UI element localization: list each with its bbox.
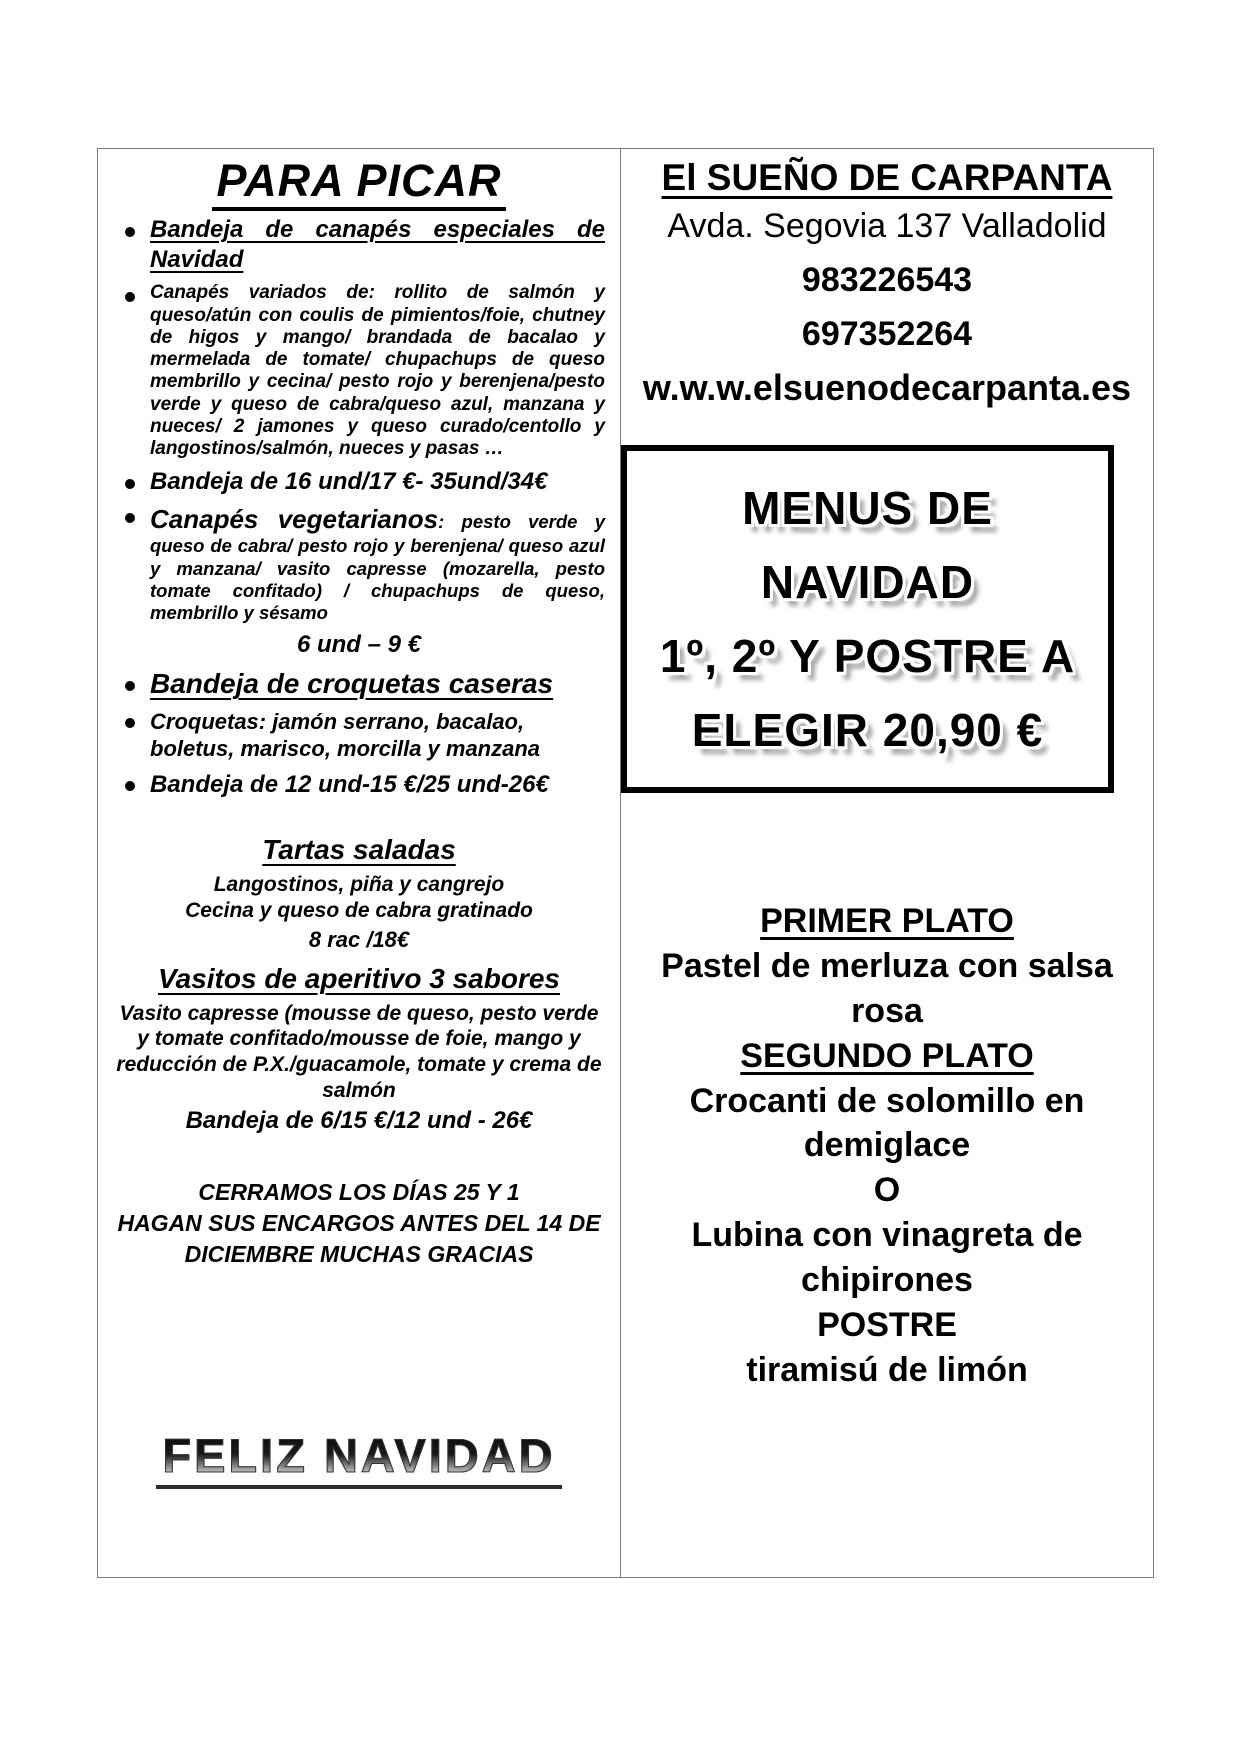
second-course-option-1: Crocanti de solomillo en demiglace — [689, 1081, 1085, 1165]
restaurant-phone-2: 697352264 — [801, 315, 973, 353]
bullet-croquetas-desc-text: Croquetas: jamón serrano, bacalao, boletus, marisco, morcilla y manzana — [150, 708, 541, 762]
bullet-croquetas-desc — [113, 708, 605, 763]
tartas-line-1: Langostinos, piña y cangrejo — [213, 872, 505, 896]
para-picar-title-text: PARA PICAR — [212, 155, 505, 211]
para-picar-list — [113, 215, 605, 624]
closing-notice-line-1: CERRAMOS LOS DÍAS 25 Y 1 — [198, 1179, 520, 1206]
bullet-canapes-especiales — [113, 215, 605, 275]
promo-line-3: 1º, 2º Y POSTRE A — [659, 630, 1076, 682]
promo-line-1: MENUS DE — [742, 482, 993, 534]
promo-line-4: ELEGIR 20,90 € — [691, 704, 1044, 756]
para-picar-column — [98, 149, 621, 1577]
closing-notice — [113, 1177, 605, 1269]
croquetas-list — [113, 667, 605, 800]
bullet-bandeja-16 — [113, 467, 605, 497]
para-picar-title — [113, 155, 605, 207]
vasitos-price: Bandeja de 6/15 €/12 und - 26€ — [185, 1107, 533, 1135]
restaurant-address: Avda. Segovia 137 Valladolid — [667, 207, 1107, 245]
tartas-line-2: Cecina y queso de cabra gratinado — [185, 899, 533, 922]
closing-notice-line-2: HAGAN SUS ENCARGOS ANTES DEL 14 DE DICIEMBRE MUCHAS GRACIAS — [117, 1210, 601, 1267]
tartas-price: 8 rac /18€ — [308, 927, 410, 953]
restaurant-column — [621, 149, 1153, 1577]
restaurant-name: El SUEÑO DE CARPANTA — [661, 157, 1113, 198]
second-course-heading: SEGUNDO PLATO — [740, 1036, 1034, 1075]
bullet-bandeja-16-text: Bandeja de 16 und/17 €- 35und/34€ — [150, 468, 548, 496]
bullet-canapes-variados-text: Canapés variados de: rollito de salmón y queso/atún con coulis de pimientos/foie, chutney de higos y mango/ brandada de bacalao y mermelada de tomate/ chupachups de queso membrillo y cecina/ pesto rojo y berenjena/pesto verde y queso de cabra/queso azul, manzana y nueces/ 2 jamones y queso curado/centollo y langostinos/salmón, nueces y pasas … — [150, 282, 605, 459]
bullet-bandeja-12 — [113, 770, 605, 800]
first-course-heading: PRIMER PLATO — [760, 902, 1014, 940]
tartas-saladas-title: Tartas saladas — [262, 833, 456, 865]
dessert-item: tiramisú de limón — [746, 1350, 1028, 1389]
first-course-item: Pastel de merluza con salsa rosa — [661, 946, 1113, 1030]
feliz-navidad-text: FELIZ NAVIDAD — [156, 1428, 561, 1489]
bullet-bandeja-12-text: Bandeja de 12 und-15 €/25 und-26€ — [150, 770, 549, 798]
restaurant-website: w.w.w.elsuenodecarpanta.es — [642, 367, 1132, 408]
restaurant-phone-1: 983226543 — [801, 261, 973, 299]
promo-line-2: NAVIDAD — [760, 556, 975, 608]
bullet-canapes-vegetarianos-rest: : pesto verde y queso de cabra/ pesto rojo y berenjena/ queso azul y manzana/ vasito capresse (mozarella, pesto tomate confitado) / chupachups de queso, membrillo y sésamo — [150, 511, 606, 623]
navidad-menu-courses — [621, 899, 1153, 1393]
bullet-canapes-vegetarianos-lead: Canapés vegetarianos — [150, 504, 439, 535]
second-course-option-2: Lubina con vinagreta de chipirones — [691, 1216, 1083, 1299]
vasitos-title: Vasitos de aperitivo 3 sabores — [157, 962, 561, 994]
bullet-canapes-vegetarianos — [113, 504, 605, 624]
bullet-croquetas-heading — [113, 667, 605, 701]
bullet-canapes-variados — [113, 282, 605, 460]
vasitos-desc: Vasito capresse (mousse de queso, pesto verde y tomate confitado/mousse de foie, mango y reducción de P.X./guacamole, tomate y crema de salmón — [116, 1001, 602, 1102]
option-separator: O — [873, 1171, 901, 1210]
menu-sheet — [97, 148, 1154, 1578]
bullet-croquetas-heading-text: Bandeja de croquetas caseras — [150, 668, 554, 700]
price-6-und: 6 und – 9 € — [296, 631, 422, 659]
menus-navidad-box — [621, 445, 1114, 793]
feliz-navidad-wordart — [113, 1428, 605, 1489]
dessert-heading: POSTRE — [817, 1305, 957, 1344]
bullet-canapes-especiales-text: Bandeja de canapés especiales de Navidad — [150, 216, 605, 274]
